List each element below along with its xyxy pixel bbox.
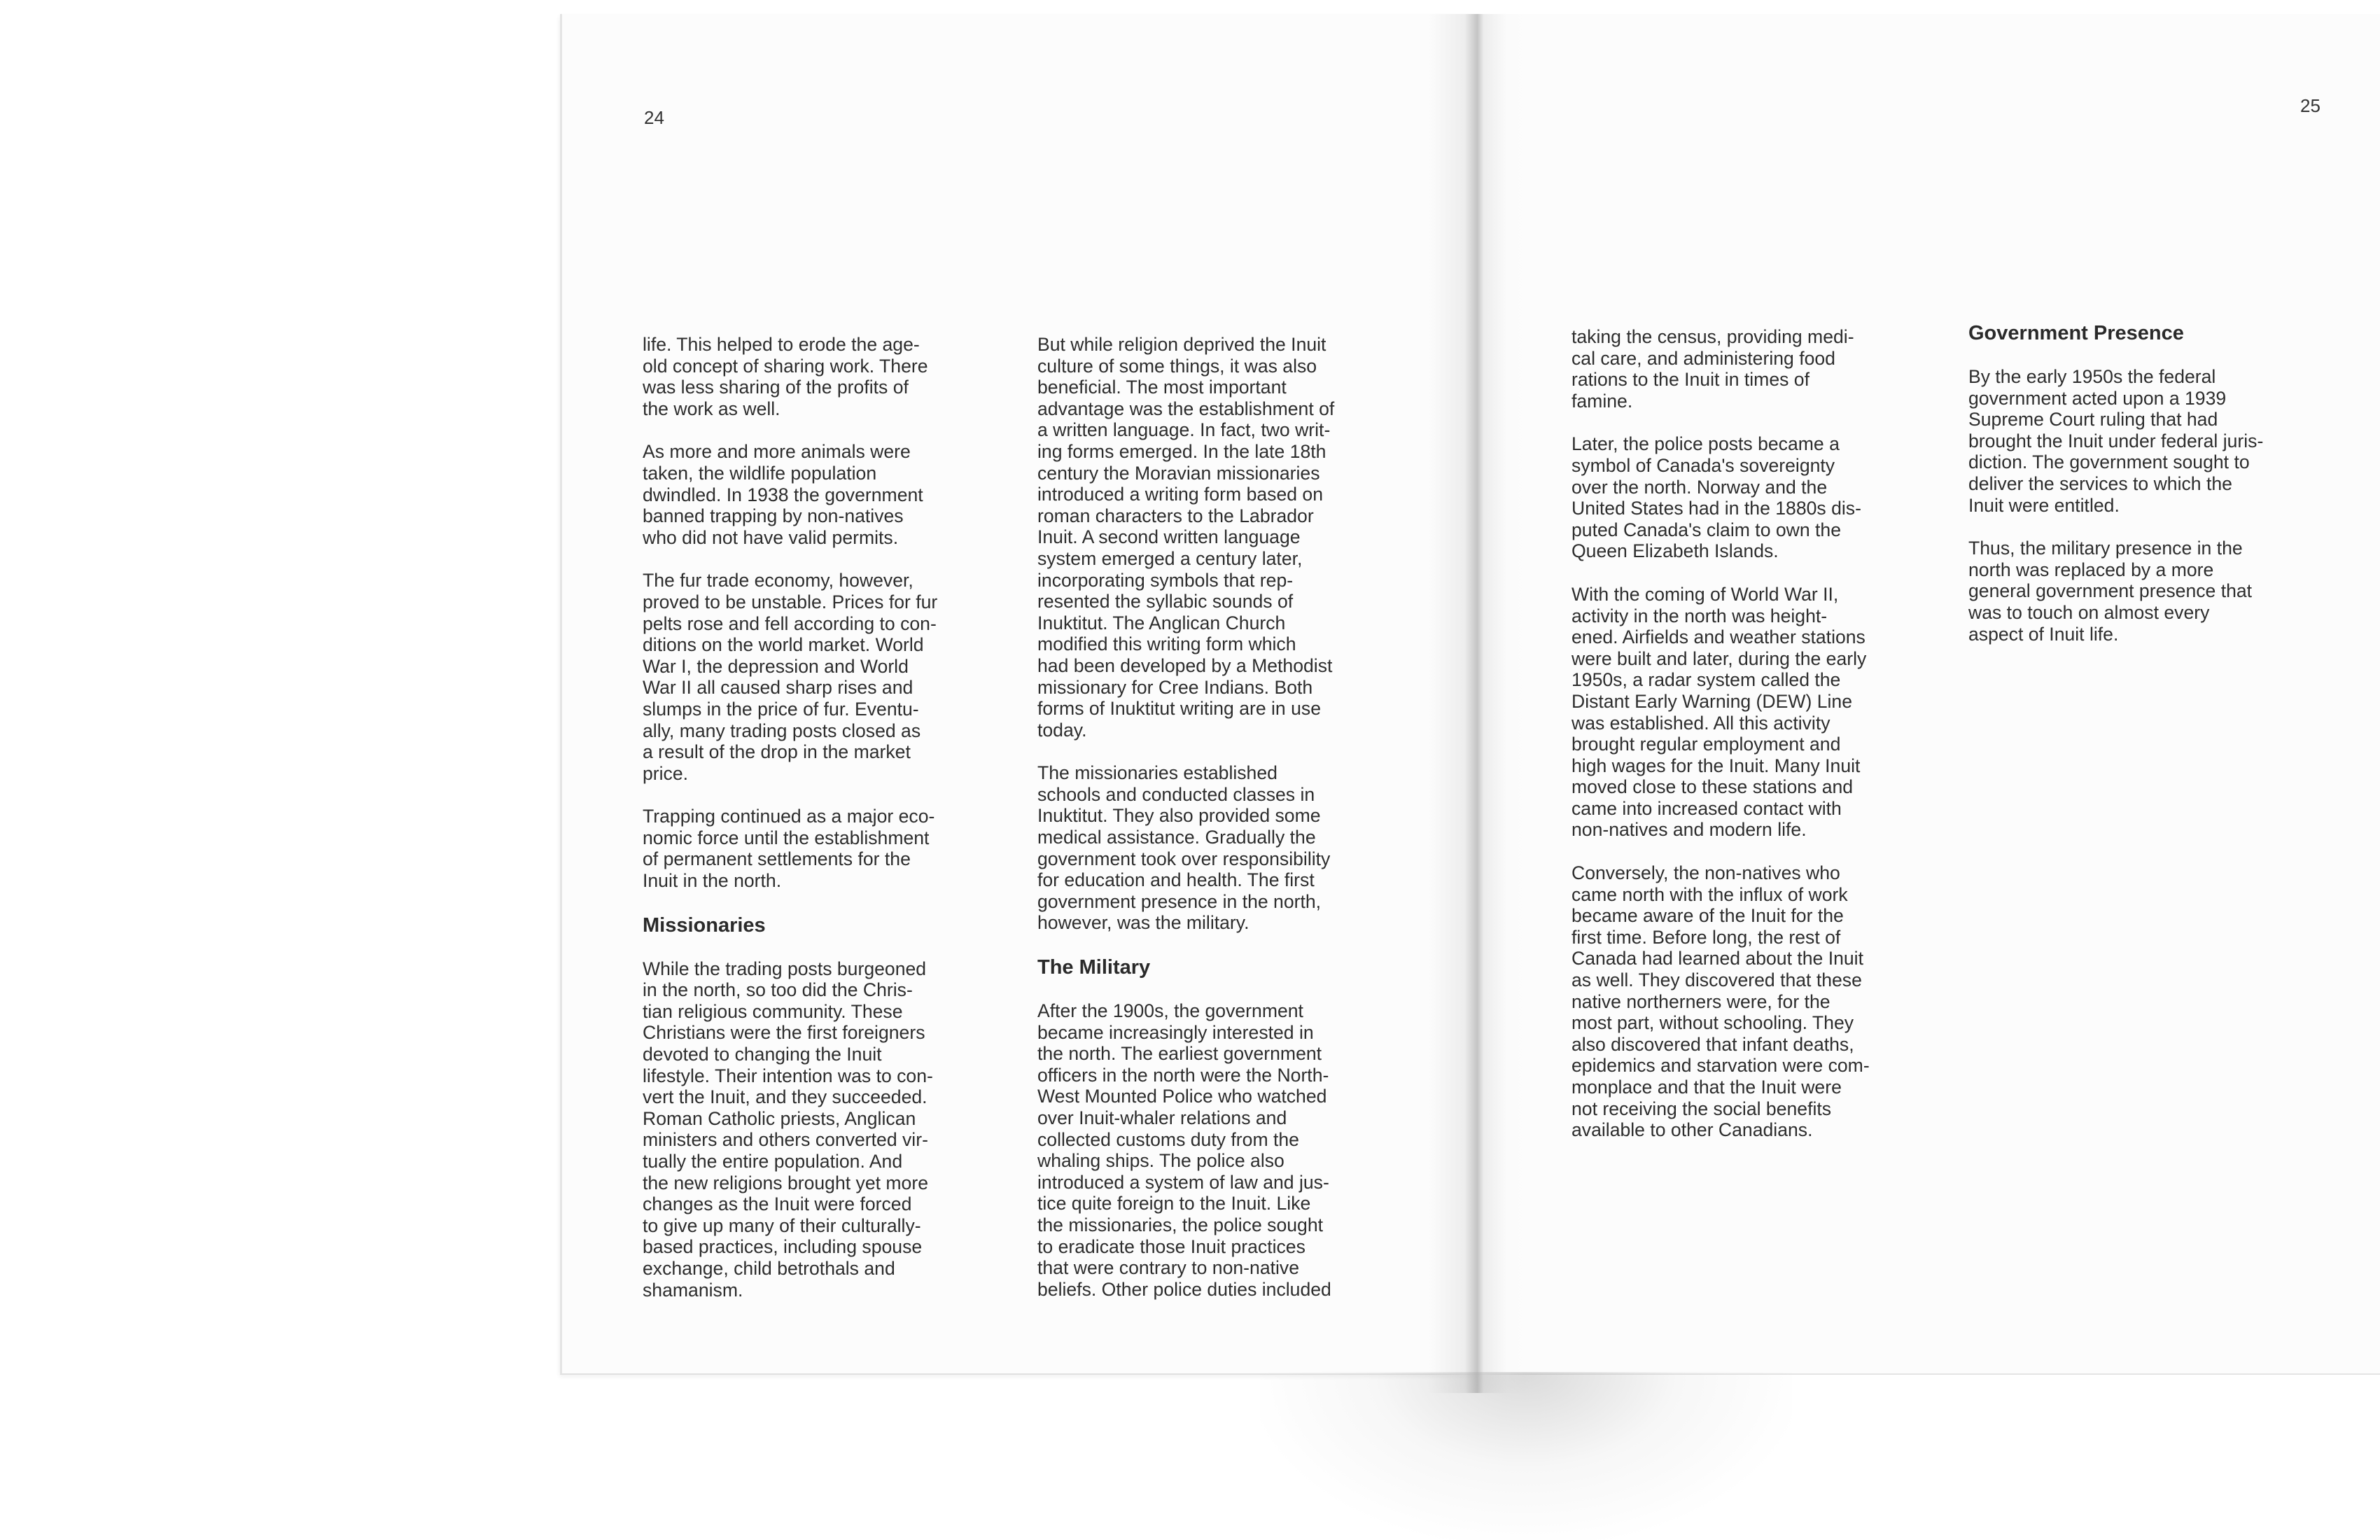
paragraph: With the coming of World War II, activity in the north was height- ened. Airfields and weather stations were built and later, during the early 1950s, a radar system called the Distant Early Warning (DEW) Line was established. All this activity brought regular employment and high wages for the Inuit. Many Inuit moved close to these stations and came into increased contact with non-natives and modern life. [1572,583,1867,841]
section-heading-military: The Military [1037,956,1151,979]
right-page-column-1 [1572,326,1935,1163]
paragraph: By the early 1950s the federal government acted upon a 1939 Supreme Court ruling that had brought the Inuit under federal juris- diction. The government sought to deliver the services to which the Inuit were entitled. [1968,366,2264,516]
paragraph: life. This helped to erode the age- old concept of sharing work. There was less sharing of the profits of the work as well. [643,334,928,419]
paragraph: taking the census, providing medi- cal care, and administering food rations to the Inuit in times of famine. [1572,326,1854,412]
paragraph: The missionaries established schools and conducted classes in Inuktitut. They also provided some medical assistance. Gradually the government took over responsibility for education and health. The first government presence in the north, however, was the military. [1037,762,1331,934]
book-gutter [1428,14,1533,1393]
page-number-left: 24 [644,107,664,128]
section-heading-missionaries: Missionaries [643,913,766,937]
paragraph: Later, the police posts became a symbol of Canada's sovereignty over the north. Norway and the United States had in the 1880s dis- puted Canada's claim to own the Queen Elizabeth Islands. [1572,433,1861,562]
paragraph: After the 1900s, the government became increasingly interested in the north. The earliest government officers in the north were the North- West Mounted Police who watched over Inuit-whaler relations and collected customs duty from the whaling ships. The police also introduced a system of law and jus- tice quite foreign to the Inuit. Like the missionaries, the police sought to eradicate those Inuit practices that were contrary to non-native beliefs. Other police duties included [1037,1000,1331,1300]
paragraph: Conversely, the non-natives who came north with the influx of work became aware of the Inuit for the first time. Before long, the rest of Canada had learned about the Inuit as well. They discovered that these native northerners were, for the most part, without schooling. They also discovered that infant deaths, epidemics and starvation were com- monplace and that the Inuit were not receiving the social benefits available to other Canadians. [1572,862,1870,1141]
binding-shadow [1260,1372,1792,1540]
paragraph: The fur trade economy, however, proved to be unstable. Prices for fur pelts rose and fell according to con- ditions on the world market. World War I, the depression and World War II all caused sharp rises and slumps in the price of fur. Eventu- ally, many trading posts closed as a result of the drop in the market price. [643,570,938,784]
paragraph: While the trading posts burgeoned in the north, so too did the Chris- tian religious community. These Christians were the first foreigners devoted to changing the Inuit lifestyle. Their intention was to con- vert the Inuit, and they succeeded. Roman Catholic priests, Anglican ministers and others converted vir- tually the entire population. And the new religions brought yet more changes as the Inuit were forced to give up many of their culturally- based practices, including spouse exchange, child betrothals and shamanism. [643,958,933,1301]
section-heading-government-presence: Government Presence [1968,322,2184,344]
paragraph: But while religion deprived the Inuit culture of some things, it was also beneficial. The most important advantage was the establishment of a written language. In fact, two writ- ing forms emerged. In the late 18th century the Moravian missionaries introduced a writing form based on roman characters to the Labrador Inuit. A second written language system emerged a century later, incorporating symbols that rep- resented the syllabic sounds of Inuktitut. The Anglican Church modified this writing form which had been developed by a Methodist missionary for Cree Indians. Both forms of Inuktitut writing are in use today. [1037,334,1335,741]
page-number-right: 25 [2300,95,2320,116]
left-page-column-1 [643,334,1007,1322]
paragraph: Trapping continued as a major eco- nomic force until the establishment of permanent settlements for the Inuit in the north. [643,806,935,892]
paragraph: Thus, the military presence in the north was replaced by a more general government presence that was to touch on almost every aspect of Inuit life. [1968,538,2253,645]
left-page-column-2 [1037,334,1401,1322]
right-page-column-2 [1968,321,2346,666]
paragraph: As more and more animals were taken, the wildlife population dwindled. In 1938 the government banned trapping by non-natives who did not have valid permits. [643,441,923,548]
